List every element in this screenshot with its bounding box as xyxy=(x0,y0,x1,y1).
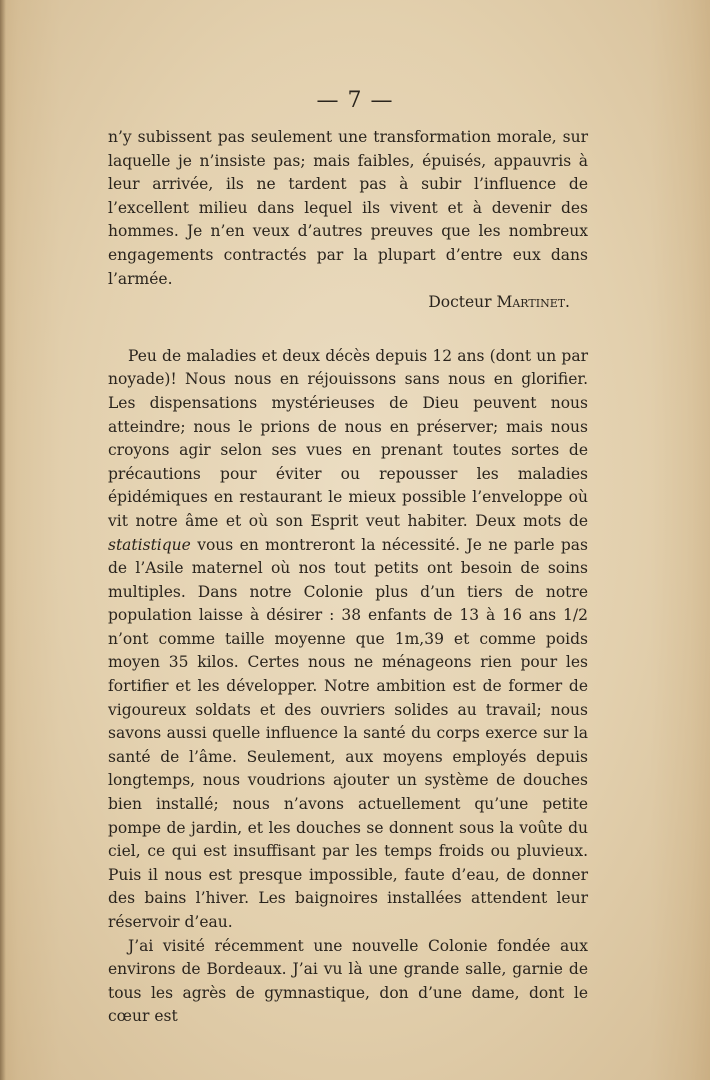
page-edge-shadow xyxy=(0,0,6,1080)
paragraph-2-part-b: vous en montreront la nécessité. Je ne parle pas de l’Asile maternel où nos tout petits ont besoin de soins multiples. Dans notre Colonie plus d’un tiers de notre population laisse à désirer : 38 enfants de 13 à 16 ans 1/2 n’ont comme taille moyenne que 1m,39 et comme poids moyen 35 kilos. Certes nous ne ménageons rien pour les fortifier et les développer. Notre ambition est de former de vigoureux soldats et des ouvriers solides au travail; nous savons aussi quelle influence la santé du corps exerce sur la santé de l’âme. Seulement, aux moyens employés depuis longtemps, nous voudrions ajouter un système de douches bien installé; nous n’avons actuellement qu’une petite pompe de jardin, et les douches se donnent sous la voûte du ciel, ce qui est insuffisant par les temps froids ou pluvieux. Puis il nous est presque impossible, faute d’eau, de donner des bains l’hiver. Les baignoires installées attendent leur réservoir d’eau. xyxy=(108,535,588,931)
paragraph-3: J’ai visité récemment une nouvelle Colonie fondée aux environs de Bordeaux. J’ai vu là une grande salle, garnie de tous les agrès de gymnastique, don d’une dame, dont le cœur est xyxy=(108,936,588,1026)
paragraph-2-italic: statistique xyxy=(108,535,191,554)
paragraph-2-part-a: Peu de maladies et deux décès depuis 12 ans (dont un par noyade)! Nous nous en réjouissons sans nous en glorifier. Les dispensations mystérieuses de Dieu peuvent nous atteindre; nous le prions de nous en préserver; mais nous croyons agir selon ses vues en prenant toutes sortes de précautions pour éviter ou repousser les maladies épidémiques en restaurant le mieux possible l’enveloppe où vit notre âme et où son Esprit veut habiter. Deux mots de xyxy=(108,346,588,530)
signature-title: Docteur xyxy=(428,293,497,312)
page-body xyxy=(108,126,588,1029)
paragraph-1: n’y subissent pas seulement une transformation morale, sur laquelle je n’insiste pas; mais faibles, épuisés, appauvris à leur arrivée, ils ne tardent pas à subir l’influence de l’excellent milieu dans lequel ils vivent et à devenir des hommes. Je n’en veux d’autres preuves que les nombreux engagements contractés par la plupart d’entre eux dans l’armée. xyxy=(108,128,588,288)
paragraph-gap xyxy=(108,315,588,345)
signature-name: Martinet. xyxy=(496,293,570,312)
signature xyxy=(108,291,588,315)
paragraph-2 xyxy=(108,345,588,935)
page-number: — 7 — xyxy=(316,88,394,113)
